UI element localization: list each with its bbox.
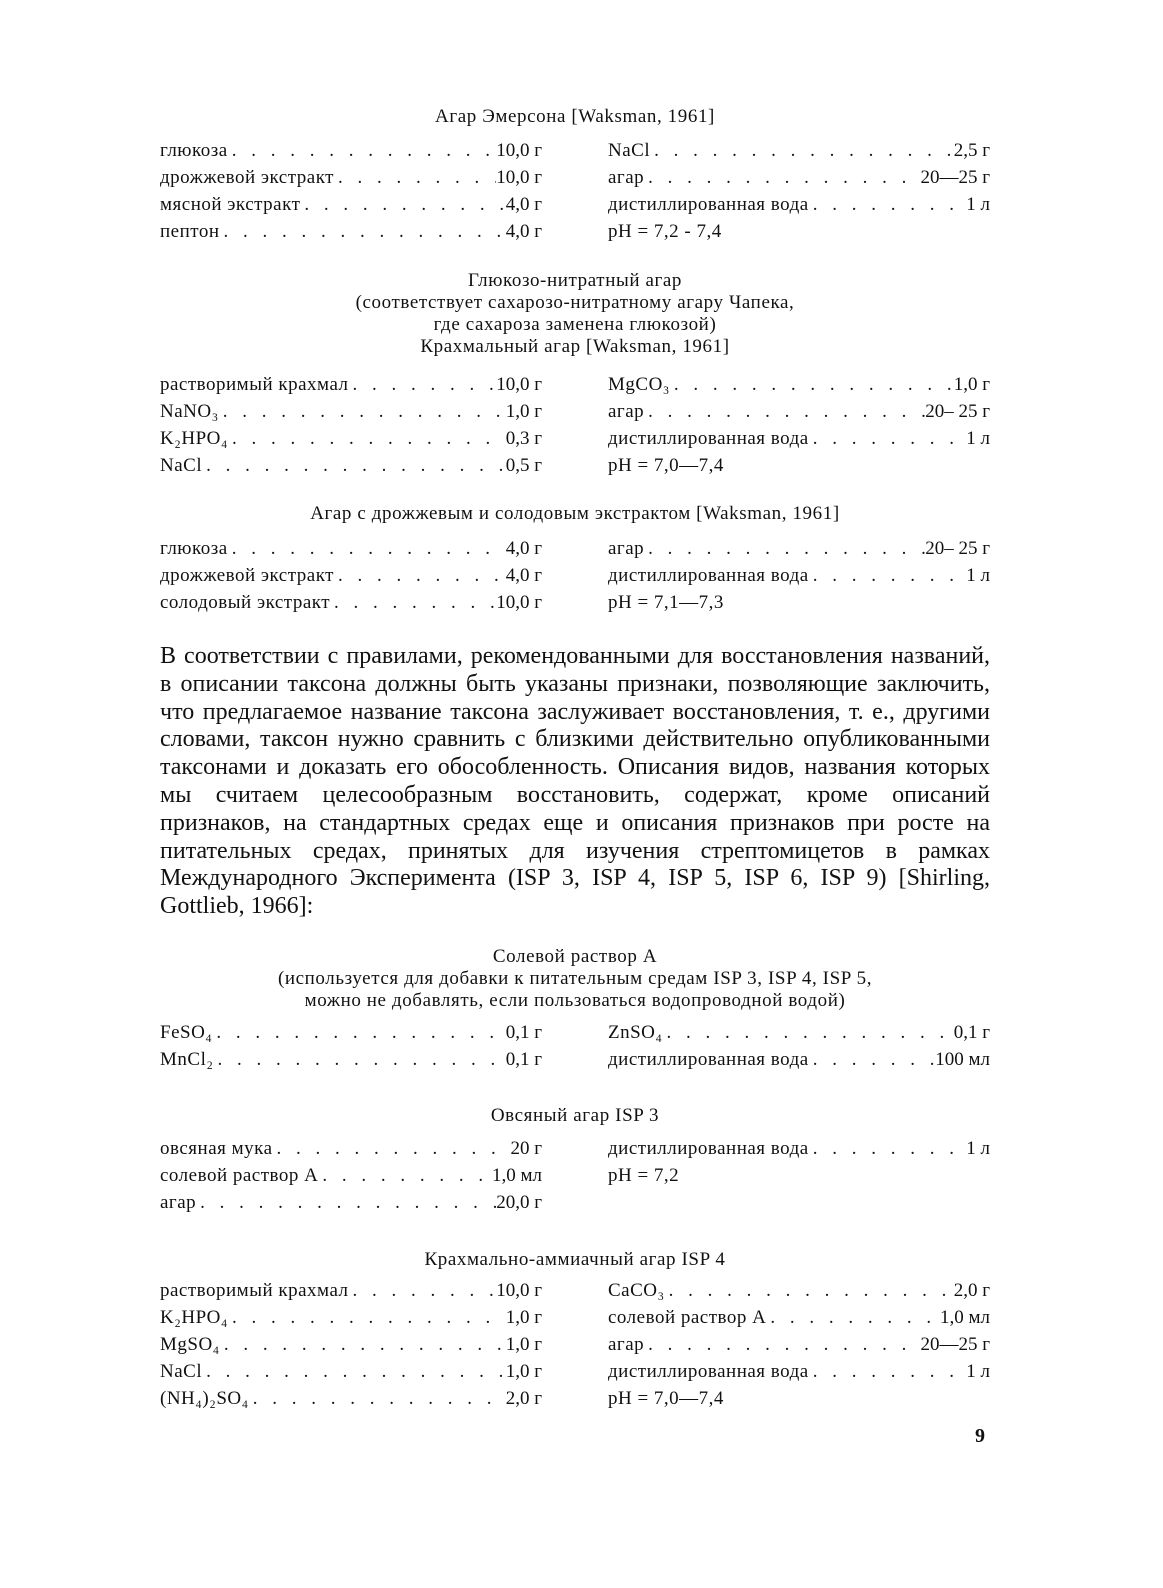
ingredient-name: NaCl bbox=[608, 139, 651, 161]
body-paragraph: В соответствии с правилами, рекомендованными для восстановления названий, в описании таксона должны быть указаны признаки, позволяющие заключить, что предлагаемое название таксона заслуживает восстановления, т. е., другими словами, таксон нужно сравнить с близкими действительно опубликованными таксонами и доказать его обособленность. Описания видов, названия которых мы считаем целесообразным восстановить, содержат, кроме описаний признаков, на стандартных средах еще и описания признаков при росте на питательных средах, принятых для изучения стрептомицетов в рамках Международного Эксперимента (ISP 3, ISP 4, ISP 5, ISP 6, ISP 9) [Shirling, Gottlieb, 1966]: bbox=[160, 643, 990, 920]
ingredient-row bbox=[160, 398, 990, 425]
ingredient-left bbox=[160, 1165, 542, 1187]
ingredient-name: солодовый экстракт bbox=[160, 591, 331, 613]
section-title bbox=[160, 270, 990, 358]
ingredient-name: глюкоза bbox=[160, 537, 228, 559]
ingredient-right bbox=[608, 1307, 990, 1329]
ingredient-table bbox=[160, 371, 990, 479]
ingredient-name: мясной экстракт bbox=[160, 193, 301, 215]
ingredient-name: K₂HPO₄ bbox=[160, 1306, 228, 1328]
ingredient-row bbox=[160, 137, 990, 164]
dot-leader bbox=[196, 1192, 496, 1214]
ingredient-left bbox=[160, 167, 542, 189]
dot-leader bbox=[663, 1022, 954, 1044]
ingredient-right bbox=[608, 374, 990, 396]
section-title-line: Агар с дрожжевым и солодовым экстрактом [Waksman, 1961] bbox=[310, 503, 840, 524]
ingredient-name: глюкоза bbox=[160, 139, 228, 161]
ingredient-right bbox=[608, 194, 990, 216]
ingredient-row bbox=[160, 1385, 990, 1412]
ingredient-left bbox=[160, 1022, 542, 1044]
ingredient-name: pH = 7,0—7,4 bbox=[608, 454, 724, 476]
ingredient-amount: 100 мл bbox=[935, 1048, 990, 1070]
ingredient-right bbox=[608, 455, 990, 477]
ingredient-name: pH = 7,1—7,3 bbox=[608, 591, 724, 613]
ingredient-name: дистиллированная вода bbox=[608, 427, 809, 449]
ingredient-amount: 20 г bbox=[510, 1137, 542, 1159]
ingredient-amount: 10,0 г bbox=[496, 166, 542, 188]
ingredient-amount: 1,0 г bbox=[505, 1360, 542, 1382]
dot-leader bbox=[644, 167, 920, 189]
section-title bbox=[160, 1105, 990, 1127]
section-title-line: Крахмально-аммиачный агар ISP 4 bbox=[424, 1249, 726, 1270]
section-title bbox=[160, 1249, 990, 1271]
ingredient-amount: 1,0 г bbox=[505, 400, 542, 422]
section-title-line: где сахароза заменена глюкозой) bbox=[433, 314, 717, 335]
ingredient-name: MgSO₄ bbox=[160, 1333, 220, 1355]
ingredient-row bbox=[160, 425, 990, 452]
section-title-line: Солевой раствор А bbox=[492, 946, 658, 967]
ingredient-name: агар bbox=[608, 166, 645, 188]
ingredient-row bbox=[160, 452, 990, 479]
page-number: 9 bbox=[975, 1425, 985, 1447]
ingredient-name: pH = 7,2 - 7,4 bbox=[608, 220, 722, 242]
ingredient-left bbox=[160, 565, 542, 587]
ingredient-name: овсяная мука bbox=[160, 1137, 273, 1159]
section-title-line: Глюкозо-нитратный агар bbox=[467, 270, 683, 291]
ingredient-row bbox=[160, 1162, 990, 1189]
ingredient-amount: 10,0 г bbox=[496, 591, 542, 613]
ingredient-amount: 2,0 г bbox=[953, 1279, 990, 1301]
ingredient-right bbox=[608, 1138, 990, 1160]
dot-leader bbox=[202, 1361, 506, 1383]
ingredient-left bbox=[160, 374, 542, 396]
ingredient-row bbox=[160, 371, 990, 398]
ingredient-left bbox=[160, 1307, 542, 1329]
ingredient-left bbox=[160, 194, 542, 216]
ingredient-amount: 20– 25 г bbox=[925, 400, 990, 422]
dot-leader bbox=[809, 565, 967, 587]
ingredient-amount: 4,0 г bbox=[505, 193, 542, 215]
ingredient-right bbox=[608, 167, 990, 189]
ingredient-row bbox=[160, 164, 990, 191]
ingredient-right bbox=[608, 1388, 990, 1410]
ingredient-row bbox=[160, 535, 990, 562]
ingredient-left bbox=[160, 221, 542, 243]
ingredient-table bbox=[160, 535, 990, 616]
ingredient-amount: 20– 25 г bbox=[925, 537, 990, 559]
ingredient-amount: 1,0 мл bbox=[939, 1306, 990, 1328]
ingredient-left bbox=[160, 428, 542, 450]
ingredient-row bbox=[160, 191, 990, 218]
section-title-line: (используется для добавки к питательным средам ISP 3, ISP 4, ISP 5, bbox=[277, 968, 873, 989]
ingredient-name: NaCl bbox=[160, 454, 203, 476]
dot-leader bbox=[644, 401, 925, 423]
ingredient-amount: 20—25 г bbox=[920, 166, 990, 188]
ingredient-amount: 4,0 г bbox=[505, 220, 542, 242]
dot-leader bbox=[228, 1307, 506, 1329]
ingredient-left bbox=[160, 1361, 542, 1383]
ingredient-name: pH = 7,2 bbox=[608, 1164, 680, 1186]
dot-leader bbox=[349, 1280, 497, 1302]
ingredient-amount: 1 л bbox=[966, 1137, 990, 1159]
ingredient-name: агар bbox=[608, 537, 645, 559]
ingredient-left bbox=[160, 592, 542, 614]
ingredient-name: дрожжевой экстракт bbox=[160, 564, 334, 586]
dot-leader bbox=[334, 167, 496, 189]
ingredient-name: солевой раствор А bbox=[608, 1306, 767, 1328]
ingredient-row bbox=[160, 1046, 990, 1073]
ingredient-table bbox=[160, 1277, 990, 1412]
ingredient-left bbox=[160, 1388, 542, 1410]
ingredient-row bbox=[160, 218, 990, 245]
ingredient-table bbox=[160, 1135, 990, 1216]
ingredient-row bbox=[160, 1331, 990, 1358]
dot-leader bbox=[349, 374, 497, 396]
ingredient-right bbox=[608, 221, 990, 243]
ingredient-left bbox=[160, 538, 542, 560]
section-title bbox=[160, 946, 990, 1012]
ingredient-name: дрожжевой экстракт bbox=[160, 166, 334, 188]
ingredient-right bbox=[608, 1049, 990, 1071]
ingredient-name: FeSO₄ bbox=[160, 1021, 213, 1043]
ingredient-name: дистиллированная вода bbox=[608, 193, 809, 215]
dot-leader bbox=[213, 1049, 505, 1071]
dot-leader bbox=[809, 1361, 967, 1383]
section-title-line: Агар Эмерсона [Waksman, 1961] bbox=[435, 106, 715, 127]
ingredient-amount: 1,0 г bbox=[953, 373, 990, 395]
ingredient-left bbox=[160, 140, 542, 162]
ingredient-right bbox=[608, 565, 990, 587]
ingredient-amount: 2,5 г bbox=[953, 139, 990, 161]
ingredient-name: MnCl₂ bbox=[160, 1048, 214, 1070]
ingredient-name: MgCO₃ bbox=[608, 373, 670, 395]
dot-leader bbox=[650, 140, 954, 162]
ingredient-amount: 0,1 г bbox=[505, 1048, 542, 1070]
ingredient-right bbox=[608, 592, 990, 614]
ingredient-amount: 2,0 г bbox=[505, 1387, 542, 1409]
ingredient-amount: 10,0 г bbox=[496, 139, 542, 161]
dot-leader bbox=[228, 140, 496, 162]
dot-leader bbox=[330, 592, 496, 614]
section-title-line: Овсяный агар ISP 3 bbox=[490, 1105, 660, 1126]
dot-leader bbox=[212, 1022, 505, 1044]
ingredient-right bbox=[608, 1361, 990, 1383]
ingredient-table bbox=[160, 137, 990, 245]
dot-leader bbox=[670, 374, 954, 396]
dot-leader bbox=[809, 1138, 967, 1160]
ingredient-amount: 0,3 г bbox=[505, 427, 542, 449]
ingredient-row bbox=[160, 1358, 990, 1385]
ingredient-row bbox=[160, 1135, 990, 1162]
ingredient-amount: 1 л bbox=[966, 193, 990, 215]
ingredient-amount: 1 л bbox=[966, 564, 990, 586]
ingredient-right bbox=[608, 428, 990, 450]
ingredient-right bbox=[608, 1165, 990, 1187]
ingredient-amount: 1,0 мл bbox=[491, 1164, 542, 1186]
ingredient-left bbox=[160, 401, 542, 423]
ingredient-name: NaCl bbox=[160, 1360, 203, 1382]
ingredient-left bbox=[160, 1334, 542, 1356]
ingredient-name: ZnSO₄ bbox=[608, 1021, 663, 1043]
section-title-line: (соответствует сахарозо-нитратному агару Чапека, bbox=[355, 292, 795, 313]
ingredient-right bbox=[608, 401, 990, 423]
ingredient-left bbox=[160, 1049, 542, 1071]
ingredient-right bbox=[608, 1022, 990, 1044]
dot-leader bbox=[228, 428, 506, 450]
ingredient-row bbox=[160, 1304, 990, 1331]
section-title bbox=[160, 106, 990, 128]
ingredient-right bbox=[608, 140, 990, 162]
ingredient-amount: 10,0 г bbox=[496, 373, 542, 395]
dot-leader bbox=[273, 1138, 511, 1160]
dot-leader bbox=[249, 1388, 506, 1410]
ingredient-row bbox=[160, 1189, 990, 1216]
ingredient-row bbox=[160, 562, 990, 589]
dot-leader bbox=[644, 1334, 920, 1356]
ingredient-right bbox=[608, 538, 990, 560]
section-title-line: можно не добавлять, если пользоваться водопроводной водой) bbox=[304, 990, 846, 1011]
dot-leader bbox=[202, 455, 506, 477]
ingredient-amount: 10,0 г bbox=[496, 1279, 542, 1301]
dot-leader bbox=[220, 1334, 506, 1356]
ingredient-name: pH = 7,0—7,4 bbox=[608, 1387, 724, 1409]
dot-leader bbox=[644, 538, 925, 560]
dot-leader bbox=[220, 221, 506, 243]
dot-leader bbox=[766, 1307, 940, 1329]
ingredient-amount: 0,1 г bbox=[953, 1021, 990, 1043]
ingredient-name: растворимый крахмал bbox=[160, 373, 349, 395]
ingredient-amount: 0,5 г bbox=[505, 454, 542, 476]
ingredient-amount: 1,0 г bbox=[505, 1306, 542, 1328]
ingredient-amount: 4,0 г bbox=[505, 564, 542, 586]
ingredient-name: K₂HPO₄ bbox=[160, 427, 228, 449]
ingredient-name: NaNO₃ bbox=[160, 400, 219, 422]
ingredient-amount: 1 л bbox=[966, 427, 990, 449]
dot-leader bbox=[219, 401, 506, 423]
section-title bbox=[160, 503, 990, 525]
ingredient-amount: 4,0 г bbox=[505, 537, 542, 559]
ingredient-name: CaCO₃ bbox=[608, 1279, 665, 1301]
ingredient-left bbox=[160, 1192, 542, 1214]
ingredient-amount: 20—25 г bbox=[920, 1333, 990, 1355]
ingredient-name: дистиллированная вода bbox=[608, 564, 809, 586]
dot-leader bbox=[334, 565, 506, 587]
dot-leader bbox=[809, 428, 967, 450]
ingredient-name: дистиллированная вода bbox=[608, 1048, 809, 1070]
ingredient-amount: 1 л bbox=[966, 1360, 990, 1382]
ingredient-name: агар bbox=[608, 1333, 645, 1355]
ingredient-name: агар bbox=[608, 400, 645, 422]
ingredient-name: растворимый крахмал bbox=[160, 1279, 349, 1301]
ingredient-amount: 1,0 г bbox=[505, 1333, 542, 1355]
section-title-line: Крахмальный агар [Waksman, 1961] bbox=[420, 336, 730, 357]
ingredient-left bbox=[160, 455, 542, 477]
ingredient-row bbox=[160, 589, 990, 616]
ingredient-name: пептон bbox=[160, 220, 220, 242]
ingredient-left bbox=[160, 1138, 542, 1160]
dot-leader bbox=[665, 1280, 954, 1302]
ingredient-name: агар bbox=[160, 1191, 197, 1213]
dot-leader bbox=[300, 194, 505, 216]
ingredient-right bbox=[608, 1334, 990, 1356]
ingredient-name: солевой раствор А bbox=[160, 1164, 319, 1186]
ingredient-right bbox=[608, 1280, 990, 1302]
dot-leader bbox=[228, 538, 506, 560]
ingredient-name: (NH₄)₂SO₄ bbox=[160, 1387, 249, 1409]
dot-leader bbox=[318, 1165, 492, 1187]
dot-leader bbox=[809, 194, 967, 216]
ingredient-amount: 0,1 г bbox=[505, 1021, 542, 1043]
ingredient-amount: 20,0 г bbox=[496, 1191, 542, 1213]
ingredient-left bbox=[160, 1280, 542, 1302]
ingredient-name: дистиллированная вода bbox=[608, 1360, 809, 1382]
ingredient-table bbox=[160, 1019, 990, 1073]
ingredient-row bbox=[160, 1277, 990, 1304]
ingredient-name: дистиллированная вода bbox=[608, 1137, 809, 1159]
dot-leader bbox=[809, 1049, 936, 1071]
ingredient-row bbox=[160, 1019, 990, 1046]
